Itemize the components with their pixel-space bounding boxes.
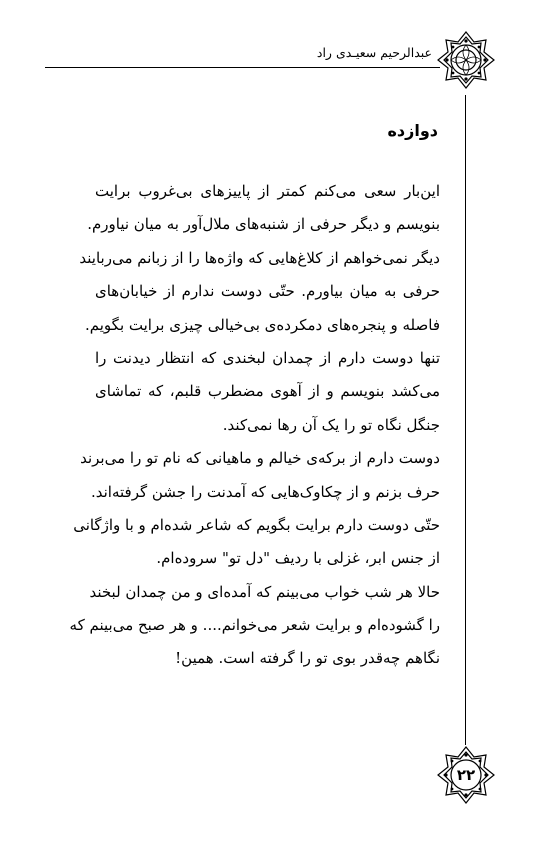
header-rule [45,67,440,68]
body-text-line: جنگل نگاه تو را یک آن رها نمی‌کند. [222,415,440,434]
body-text-line: حرف بزنم و از چکاوک‌هایی که آمدنت را جشن گرفته‌اند. [90,482,440,501]
body-text-line: تنها دوست دارم از چمدان لبخندی که انتظار دیدنت را [95,348,440,367]
body-text-line: حتّی دوست دارم برایت بگویم که شاعر شده‌ام و با واژگانی [73,515,440,534]
body-text-line: فاصله و پنجره‌های دمکرده‌ی بی‌خیالی چیزی برایت بگویم. [85,315,440,334]
running-head-author: عبدالرحیم سعیـدی راد [316,45,432,60]
vertical-margin-rule [465,95,466,745]
poem-body [69,175,440,676]
body-text-line: نگاهم چه‌قدر بوی تو را گرفته است. همین! [175,649,440,668]
poem-title: دوازده [387,121,438,140]
top-ornament-icon [436,30,496,90]
body-text-line: دوست دارم از برکه‌ی خیالم و ماهیانی که نام تو را می‌برند [80,449,440,468]
body-text-line: را گشوده‌ام و برایت شعر می‌خوانم.... و هر صبح می‌بینم که [69,616,440,635]
page-number: ۲۲ [456,766,476,784]
body-text-line: حرفی به میان بیاورم. حتّی دوست ندارم از خیابان‌های [95,282,440,301]
body-text-line: می‌کشد بنویسم و از آهوی مضطرب قلبم، که تماشای [95,382,440,401]
body-text-line: از جنس ابر، غزلی با ردیف "دل تو" سروده‌ام. [156,549,440,568]
body-text-line: دیگر نمی‌خواهم از کلاغ‌هایی که واژه‌ها را از زبانم می‌ربایند [79,248,440,267]
body-text-line: این‌بار سعی می‌کنم کمتر از پاییزهای بی‌غروب برایت [95,182,440,200]
body-text-line: حالا هر شب خواب می‌بینم که آمده‌ای و من چمدان لبخند [89,582,440,601]
body-text-line: بنویسم و دیگر حرفی از شنبه‌های ملال‌آور به میان نیاورم. [87,215,440,234]
